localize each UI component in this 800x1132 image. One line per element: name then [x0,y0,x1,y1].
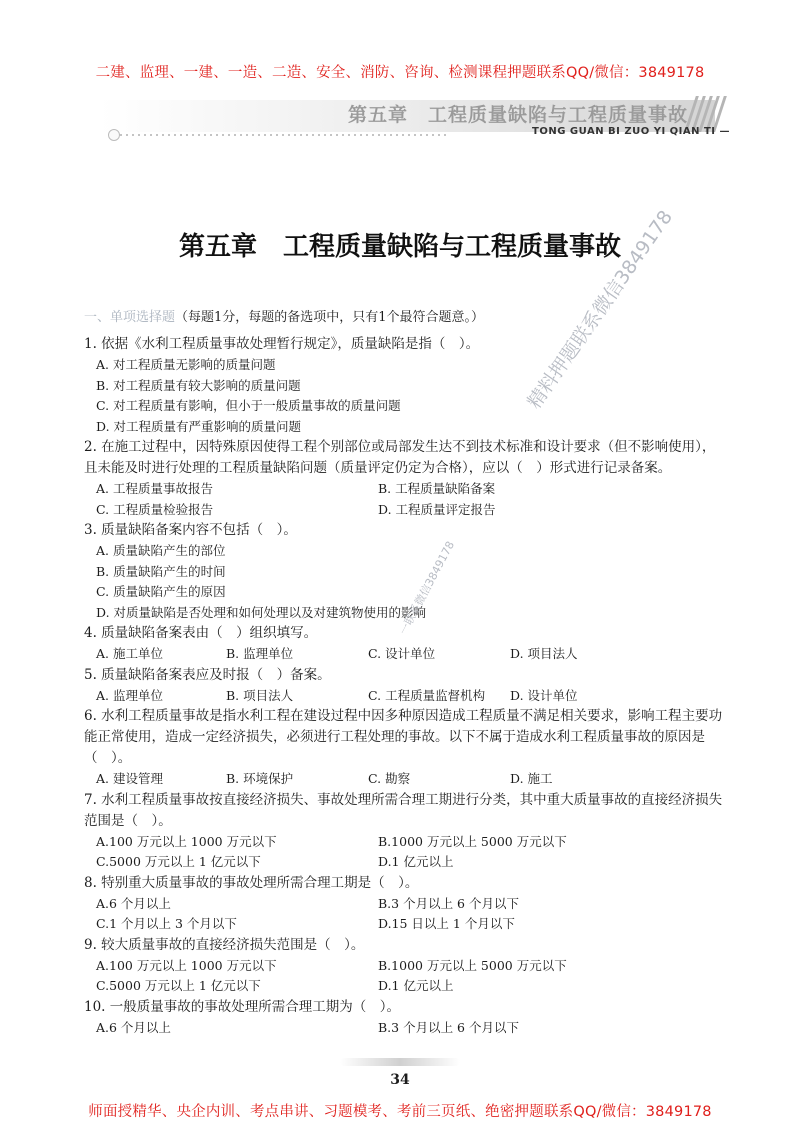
question-7-options [84,832,724,873]
option: B. 环境保护 [226,771,294,786]
watermark-text: 精料押题联系微信3849178 [523,206,678,413]
option: D. 设计单位 [510,687,578,703]
option: A. 对工程质量无影响的质量问题 [96,357,276,372]
option: D. 对工程质量有严重影响的质量问题 [96,418,302,434]
question-7: 7. 水利工程质量事故按直接经济损失、事故处理所需合理工期进行分类，其中重大质量事故的直接经济损失范围是（ ）。 [84,791,723,829]
option: B.3 个月以上 6 个月以下 [378,895,519,911]
option: B.3 个月以上 6 个月以下 [378,1019,519,1035]
option: A. 工程质量事故报告 [96,481,213,496]
question-1: 1. 依据《水利工程质量事故处理暂行规定》，质量缺陷是指（ ）。 [84,336,480,352]
option: D. 工程质量评定报告 [378,501,496,517]
page-number: 34 [390,1072,410,1088]
option: D.1 亿元以上 [378,854,454,869]
top-promo-banner: 二建、监理、一建、一造、二造、安全、消防、咨询、检测课程押题联系QQ/微信：3849178 [95,65,705,81]
question-5: 5. 质量缺陷备案表应及时报（ ）备案。 [84,666,331,683]
option: D.1 亿元以上 [378,978,454,993]
header-circle-decoration [108,129,120,141]
option: A. 施工单位 [96,646,163,661]
option: C. 对工程质量有影响，但小于一般质量事故的质量问题 [96,398,401,413]
chapter-title: 第五章 工程质量缺陷与工程质量事故 [178,232,621,262]
section-heading [84,306,484,325]
question-5-options [84,686,724,707]
running-header [90,96,730,146]
option: C. 质量缺陷产生的原因 [96,584,226,599]
question-2-options [84,479,724,520]
option: C.5000 万元以上 1 亿元以下 [96,978,261,993]
option: A. 监理单位 [96,687,163,703]
option: B. 对工程质量有较大影响的质量问题 [96,377,301,393]
question-4: 4. 质量缺陷备案表由（ ）组织填写。 [84,625,318,641]
page-number-decoration [340,1058,460,1066]
option: B. 监理单位 [226,646,294,661]
option: D. 项目法人 [510,646,578,661]
option: B. 工程质量缺陷备案 [378,481,496,496]
question-1-options [84,355,724,437]
header-dotted-line [120,134,450,136]
section-note: （每题1分，每题的备选项中，只有1个最符合题意。） [175,310,485,325]
question-3: 3. 质量缺陷备案内容不包括（ ）。 [84,522,297,538]
option: A.100 万元以上 1000 万元以下 [96,833,277,849]
option: B. 质量缺陷产生的时间 [96,563,226,579]
option: B.1000 万元以上 5000 万元以下 [378,833,567,849]
option: A.6 个月以上 [96,1019,171,1035]
option: A. 建设管理 [96,771,163,786]
header-title: 第五章 工程质量缺陷与工程质量事故 [347,104,688,126]
question-8: 8. 特别重大质量事故的事故处理所需合理工期是（ ）。 [84,874,419,891]
option: C. 勘察 [368,771,411,786]
bottom-promo-banner: 师面授精华、央企内训、考点串讲、习题模考、考前三页纸、绝密押题联系QQ/微信：3849178 [88,1104,712,1120]
question-list [84,334,724,1038]
question-10: 10. 一般质量事故的事故处理所需合理工期为（ ）。 [84,998,401,1015]
question-9-options [84,956,724,997]
option: C. 工程质量监督机构 [368,687,486,703]
option: D. 施工 [510,771,553,786]
question-8-options [84,894,724,935]
question-10-options [84,1018,724,1039]
option: A.6 个月以上 [96,895,171,911]
option: C.1 个月以上 3 个月以下 [96,916,237,931]
watermark-text: 一联系微信3849178 [396,539,458,638]
option: B. 项目法人 [226,687,294,703]
section-label: 一、单项选择题 [84,310,176,325]
question-9: 9. 较大质量事故的直接经济损失范围是（ ）。 [84,936,365,953]
option: A.100 万元以上 1000 万元以下 [96,957,277,973]
option: C. 工程质量检验报告 [96,501,214,517]
option: B.1000 万元以上 5000 万元以下 [378,957,567,973]
question-6: 6. 水利工程质量事故是指水利工程在建设过程中因多种原因造成工程质量不满足相关要求，影响工程主要功能正常使用，造成一定经济损失，必须进行工程处理的事故。以下不属于造成水利工程质量事故的原因是（ ）。 [84,708,723,766]
option: C. 设计单位 [368,646,436,661]
question-2: 2. 在施工过程中，因特殊原因使得工程个别部位或局部发生达不到技术标准和设计要求（但不影响使用），且未能及时进行处理的工程质量缺陷问题（质量评定仍定为合格），应以（ ）形式进行记录备案。 [84,439,716,476]
question-6-options [84,769,724,790]
question-4-options [84,644,724,665]
option: A. 质量缺陷产生的部位 [96,543,226,558]
option: D. 对质量缺陷是否处理和如何处理以及对建筑物使用的影响 [96,604,427,620]
option: D.15 日以上 1 个月以下 [378,916,515,931]
header-subtitle: TONG GUAN BI ZUO YI QIAN TI — [532,126,730,137]
option: C.5000 万元以上 1 亿元以下 [96,854,261,869]
